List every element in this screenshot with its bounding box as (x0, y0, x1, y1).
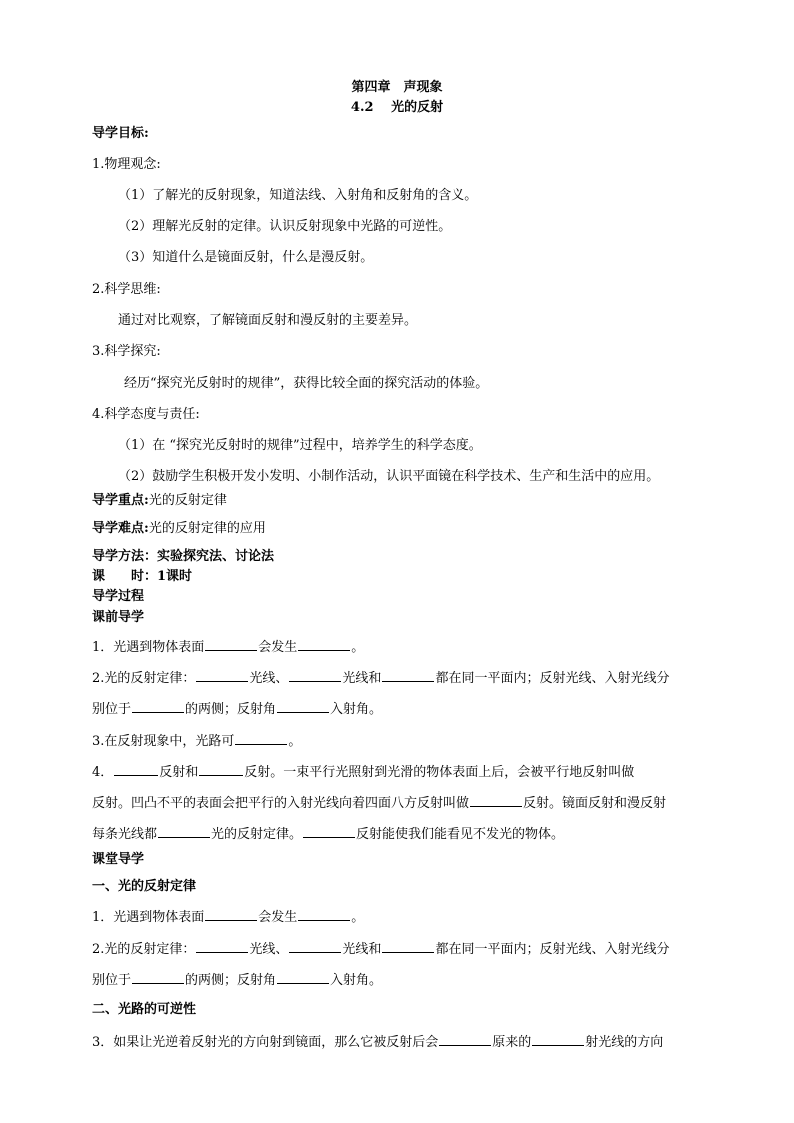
focus-text: 光的反射定律 (148, 493, 227, 508)
pre-question-4-line-1: 4． 反射和 反射。一束平行光照射到光滑的物体表面上后，会被平行地反射叫做 (92, 765, 635, 780)
goal-4-item-1: （1）在 “探究光反射时的规律”过程中，培养学生的科学态度。 (118, 438, 482, 453)
fill-blank[interactable] (196, 669, 248, 682)
goal-1-item-1: （1）了解光的反射现象，知道法线、入射角和反射角的含义。 (118, 188, 478, 203)
pre-class-heading: 课前导学 (92, 610, 145, 625)
goal-4-item-2: （2）鼓励学生积极开发小发明、小制作活动，认识平面镜在科学技术、生产和生活中的应用。 (118, 469, 660, 484)
class-question-2-line-2: 别位于 的两侧；反射角 入射角。 (92, 973, 383, 988)
period-line: 课 时：1课时 (92, 569, 193, 584)
method-line: 导学方法：实验探究法、讨论法 (92, 549, 275, 564)
goal-4-title: 4.科学态度与责任: (92, 407, 200, 422)
fill-blank[interactable] (196, 940, 248, 953)
class-question-3: 3．如果让光逆着反射光的方向射到镜面，那么它被反射后会 原来的 射光线的方向 (92, 1035, 664, 1050)
fill-blank[interactable] (532, 1033, 584, 1046)
fill-blank[interactable] (199, 763, 243, 776)
pre-question-1: 1．光遇到物体表面 会发生 。 (92, 640, 365, 655)
goal-1-title: 1.物理观念: (92, 157, 161, 172)
fill-blank[interactable] (158, 825, 210, 838)
difficulty-line (92, 521, 714, 537)
goal-2-text: 通过对比观察，了解镜面反射和漫反射的主要差异。 (118, 313, 418, 328)
fill-blank[interactable] (205, 908, 257, 921)
fill-blank[interactable] (382, 940, 434, 953)
fill-blank[interactable] (298, 638, 350, 651)
section-title: 4.2 光的反射 (350, 100, 444, 115)
goal-3-text: 经历“探究光反射时的规律”，获得比较全面的探究活动的体验。 (124, 376, 489, 391)
fill-blank[interactable] (289, 940, 341, 953)
goal-2-title: 2.科学思维: (92, 282, 161, 297)
fill-blank[interactable] (114, 763, 158, 776)
fill-blank[interactable] (277, 700, 329, 713)
fill-blank[interactable] (235, 732, 287, 745)
fill-blank[interactable] (277, 971, 329, 984)
fill-blank[interactable] (132, 971, 184, 984)
class-question-1: 1．光遇到物体表面 会发生 。 (92, 910, 365, 925)
fill-blank[interactable] (382, 669, 434, 682)
process-heading: 导学过程 (92, 589, 145, 604)
fill-blank[interactable] (470, 794, 522, 807)
pre-question-3: 3.在反射现象中，光路可 。 (92, 734, 302, 749)
focus-line (92, 493, 714, 509)
part-2-heading: 二、光路的可逆性 (92, 1002, 197, 1017)
fill-blank[interactable] (303, 825, 355, 838)
pre-question-4-line-3: 每条光线都 光的反射定律。 反射能使我们能看见不发光的物体。 (92, 827, 565, 842)
fill-blank[interactable] (439, 1033, 491, 1046)
pre-question-2-line-2: 别位于 的两侧；反射角 入射角。 (92, 702, 383, 717)
focus-label: 导学重点: (92, 493, 149, 508)
fill-blank[interactable] (132, 700, 184, 713)
class-question-2-line-1: 2.光的反射定律： 光线、 光线和 都在同一平面内；反射光线、入射光线分 (92, 942, 670, 957)
fill-blank[interactable] (289, 669, 341, 682)
part-1-heading: 一、光的反射定律 (92, 879, 197, 894)
pre-question-4-line-2: 反射。凹凸不平的表面会把平行的入射光线向着四面八方反射叫做 反射。镜面反射和漫反射 (92, 796, 667, 811)
in-class-heading: 课堂导学 (92, 852, 145, 867)
chapter-title: 第四章 声现象 (351, 80, 443, 95)
goal-1-item-3: （3）知道什么是镜面反射，什么是漫反射。 (118, 250, 374, 265)
fill-blank[interactable] (298, 908, 350, 921)
goal-3-title: 3.科学探究: (92, 344, 161, 359)
difficulty-label: 导学难点: (92, 521, 149, 536)
goal-1-item-2: （2）理解光反射的定律。认识反射现象中光路的可逆性。 (118, 219, 452, 234)
pre-question-2-line-1: 2.光的反射定律： 光线、 光线和 都在同一平面内；反射光线、入射光线分 (92, 671, 670, 686)
difficulty-text: 光的反射定律的应用 (148, 521, 266, 536)
goals-heading: 导学目标: (92, 126, 149, 141)
fill-blank[interactable] (205, 638, 257, 651)
